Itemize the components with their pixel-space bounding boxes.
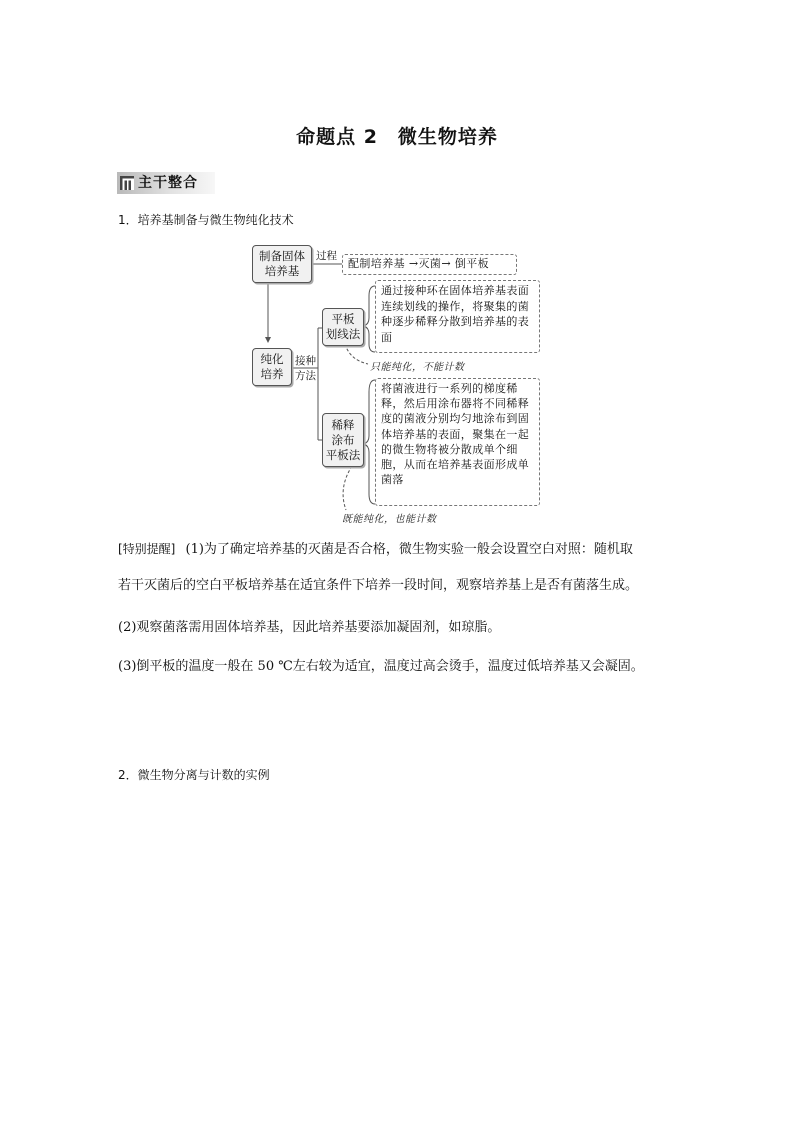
process-label: 过程: [316, 250, 337, 262]
tip-paragraph-1a: [118, 540, 688, 559]
tip-paragraph-2: (2)观察菌落需用固体培养基，因此培养基要添加凝固剂，如琼脂。: [118, 620, 501, 635]
spread-note: 既能纯化，也能计数: [342, 514, 437, 525]
section-heading-1: 1．培养基制备与微生物纯化技术: [118, 213, 294, 227]
streak-note: 只能纯化，不能计数: [370, 362, 465, 373]
streak-plate-box: [322, 308, 364, 346]
streak-description-box: 通过接种环在固体培养基表面连续划线的操作，将聚集的菌种逐步稀释分散到培养基的表面: [375, 280, 540, 353]
purify-culture-text: 纯化 培养: [260, 352, 284, 381]
spread-plate-text: 稀释 涂布 平板法: [325, 417, 361, 462]
spread-description-box: 将菌液进行一系列的梯度稀释，然后用涂布器将不同稀释度的菌液分别均匀地涂布到固体培养基的表面，聚集在一起的微生物将被分散成单个细胞，从而在培养基表面形成单菌落: [375, 378, 540, 506]
section-heading-2: 2．微生物分离与计数的实例: [118, 768, 270, 782]
banner-label: 主干整合: [138, 175, 198, 191]
prepare-medium-text: 制备固体 培养基: [259, 249, 305, 278]
process-steps-box: 配制培养基 →灭菌→ 倒平板: [342, 254, 517, 275]
inoculation-method-label: 接种 方法: [295, 355, 316, 382]
tip-paragraph-1b: 若干灭菌后的空白平板培养基在适宜条件下培养一段时间，观察培养基上是否有菌落生成。: [118, 578, 639, 593]
spread-plate-box: [322, 413, 364, 467]
prepare-medium-box: [252, 245, 312, 283]
purify-culture-box: [252, 348, 292, 386]
streak-plate-text: 平板 划线法: [325, 312, 361, 341]
tip-paragraph-3: (3)倒平板的温度一般在 50 ℃左右较为适宜，温度过高会烫手，温度过低培养基又会凝固。: [118, 659, 644, 674]
tip-label: [特别提醒]: [118, 542, 176, 556]
page-title: 命题点 2 微生物培养: [296, 126, 498, 148]
tip-text-1a: (1)为了确定培养基的灭菌是否合格，微生物实验一般会设置空白对照：随机取: [185, 542, 633, 557]
